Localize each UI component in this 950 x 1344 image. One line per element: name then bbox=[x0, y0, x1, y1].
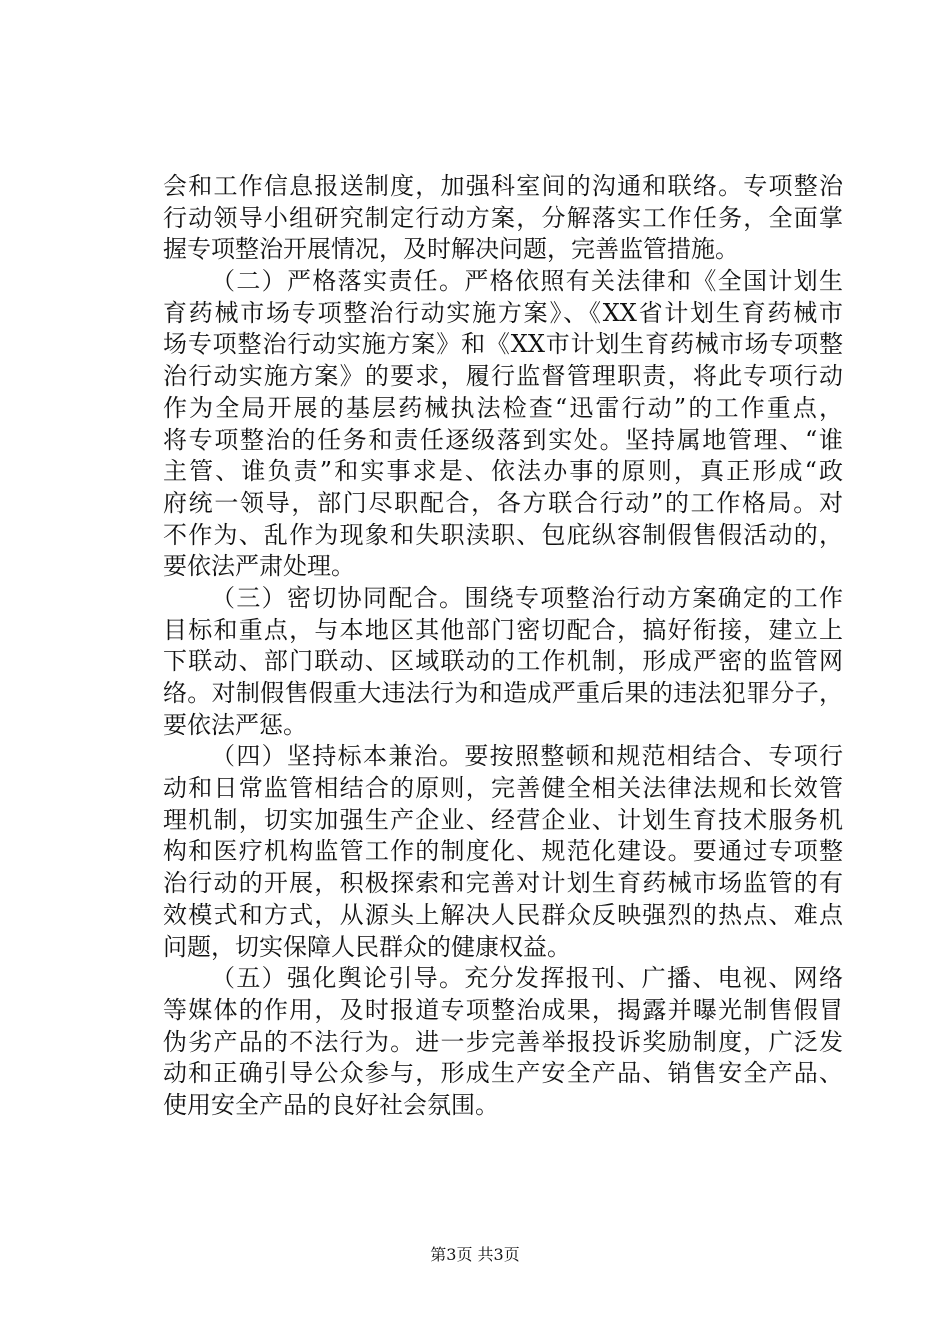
text-line: 主管、谁负责”和实事求是、依法办事的原则，真正形成“政 bbox=[163, 457, 843, 486]
text-line: 治行动实施方案》的要求，履行监督管理职责，将此专项行动 bbox=[163, 362, 843, 391]
text-line: 握专项整治开展情况，及时解决问题，完善监管措施。 bbox=[163, 235, 739, 264]
text-line: 等媒体的作用，及时报道专项整治成果，揭露并曝光制售假冒 bbox=[163, 995, 843, 1024]
text-line: 育药械市场专项整治行动实施方案》、《XX省计划生育药械市 bbox=[163, 298, 843, 327]
text-line: 效模式和方式，从源头上解决人民群众反映强烈的热点、难点 bbox=[163, 900, 843, 929]
text-line: 络。对制假售假重大违法行为和造成严重后果的违法犯罪分子， bbox=[163, 679, 843, 707]
text-line: 要依法严肃处理。 bbox=[163, 552, 355, 581]
page-footer: 第3页 共3页 bbox=[430, 1245, 520, 1264]
text-line: 下联动、部门联动、区域联动的工作机制，形成严密的监管网 bbox=[163, 647, 843, 676]
text-line: 将专项整治的任务和责任逐级落到实处。坚持属地管理、“谁 bbox=[163, 425, 843, 454]
text-line: 不作为、乱作为现象和失职渎职、包庇纵容制假售假活动的， bbox=[163, 520, 843, 549]
text-line: 作为全局开展的基层药械执法检查“迅雷行动”的工作重点， bbox=[163, 393, 843, 422]
text-line: （二）严格落实责任。严格依照有关法律和《全国计划生 bbox=[211, 267, 843, 296]
text-line: 动和正确引导公众参与，形成生产安全产品、销售安全产品、 bbox=[163, 1059, 843, 1088]
text-line: 府统一领导，部门尽职配合，各方联合行动”的工作格局。对 bbox=[163, 488, 843, 517]
text-line: 场专项整治行动实施方案》和《XX市计划生育药械市场专项整 bbox=[163, 330, 843, 359]
text-line: （五）强化舆论引导。充分发挥报刊、广播、电视、网络 bbox=[211, 964, 843, 993]
text-line: （四）坚持标本兼治。要按照整顿和规范相结合、专项行 bbox=[211, 742, 843, 771]
text-line: （三）密切协同配合。围绕专项整治行动方案确定的工作 bbox=[211, 583, 843, 612]
text-line: 使用安全产品的良好社会氛围。 bbox=[163, 1090, 499, 1119]
text-line: 构和医疗机构监管工作的制度化、规范化建设。要通过专项整 bbox=[163, 837, 843, 866]
text-line: 理机制，切实加强生产企业、经营企业、计划生育技术服务机 bbox=[163, 805, 843, 834]
text-line: 要依法严惩。 bbox=[163, 710, 307, 739]
document-body bbox=[163, 171, 843, 1122]
text-line: 目标和重点，与本地区其他部门密切配合，搞好衔接，建立上 bbox=[163, 615, 843, 644]
text-line: 会和工作信息报送制度，加强科室间的沟通和联络。专项整治 bbox=[163, 172, 843, 200]
text-line: 行动领导小组研究制定行动方案，分解落实工作任务，全面掌 bbox=[163, 203, 843, 232]
text-line: 伪劣产品的不法行为。进一步完善举报投诉奖励制度，广泛发 bbox=[163, 1027, 843, 1056]
text-line: 问题，切实保障人民群众的健康权益。 bbox=[163, 932, 571, 961]
text-line: 治行动的开展，积极探索和完善对计划生育药械市场监管的有 bbox=[163, 869, 843, 898]
text-line: 动和日常监管相结合的原则，完善健全相关法律法规和长效管 bbox=[163, 774, 843, 803]
